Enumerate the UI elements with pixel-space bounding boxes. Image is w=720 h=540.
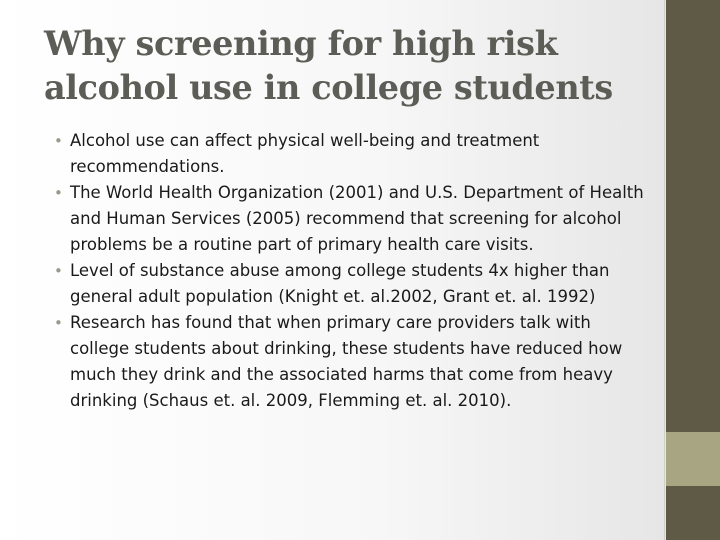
bullet-text: Level of substance abuse among college students 4x higher than general adult population (Knight et. al.2002, Grant et. al. 1992) [70, 261, 610, 306]
bullet-marker-icon: • [54, 132, 63, 150]
band-segment-top [666, 0, 720, 432]
right-decorative-band [666, 0, 720, 540]
band-segment-bottom [666, 486, 720, 540]
bullet-marker-icon: • [54, 262, 63, 280]
bullet-text: The World Health Organization (2001) and U.S. Department of Health and Human Services (2005) recommend that screening for alcohol problems be a routine part of primary health care visits. [70, 183, 644, 254]
bullet-marker-icon: • [54, 314, 63, 332]
bullet-text: Research has found that when primary care providers talk with college students about drinking, these students have reduced how much they drink and the associated harms that come from heavy drinking (Schaus et. al. 2009, Flemming et. al. 2010). [70, 313, 623, 410]
bullet-item [54, 258, 648, 310]
bullet-text: Alcohol use can affect physical well-being and treatment recommendations. [70, 131, 540, 176]
band-divider [664, 0, 665, 540]
slide-title: Why screening for high risk alcohol use in college students [44, 24, 613, 107]
bullet-item [54, 128, 648, 180]
bullet-item [54, 180, 648, 258]
bullet-marker-icon: • [54, 184, 63, 202]
bullet-item [54, 310, 648, 414]
bullet-list [54, 128, 648, 414]
band-segment-accent [666, 432, 720, 486]
